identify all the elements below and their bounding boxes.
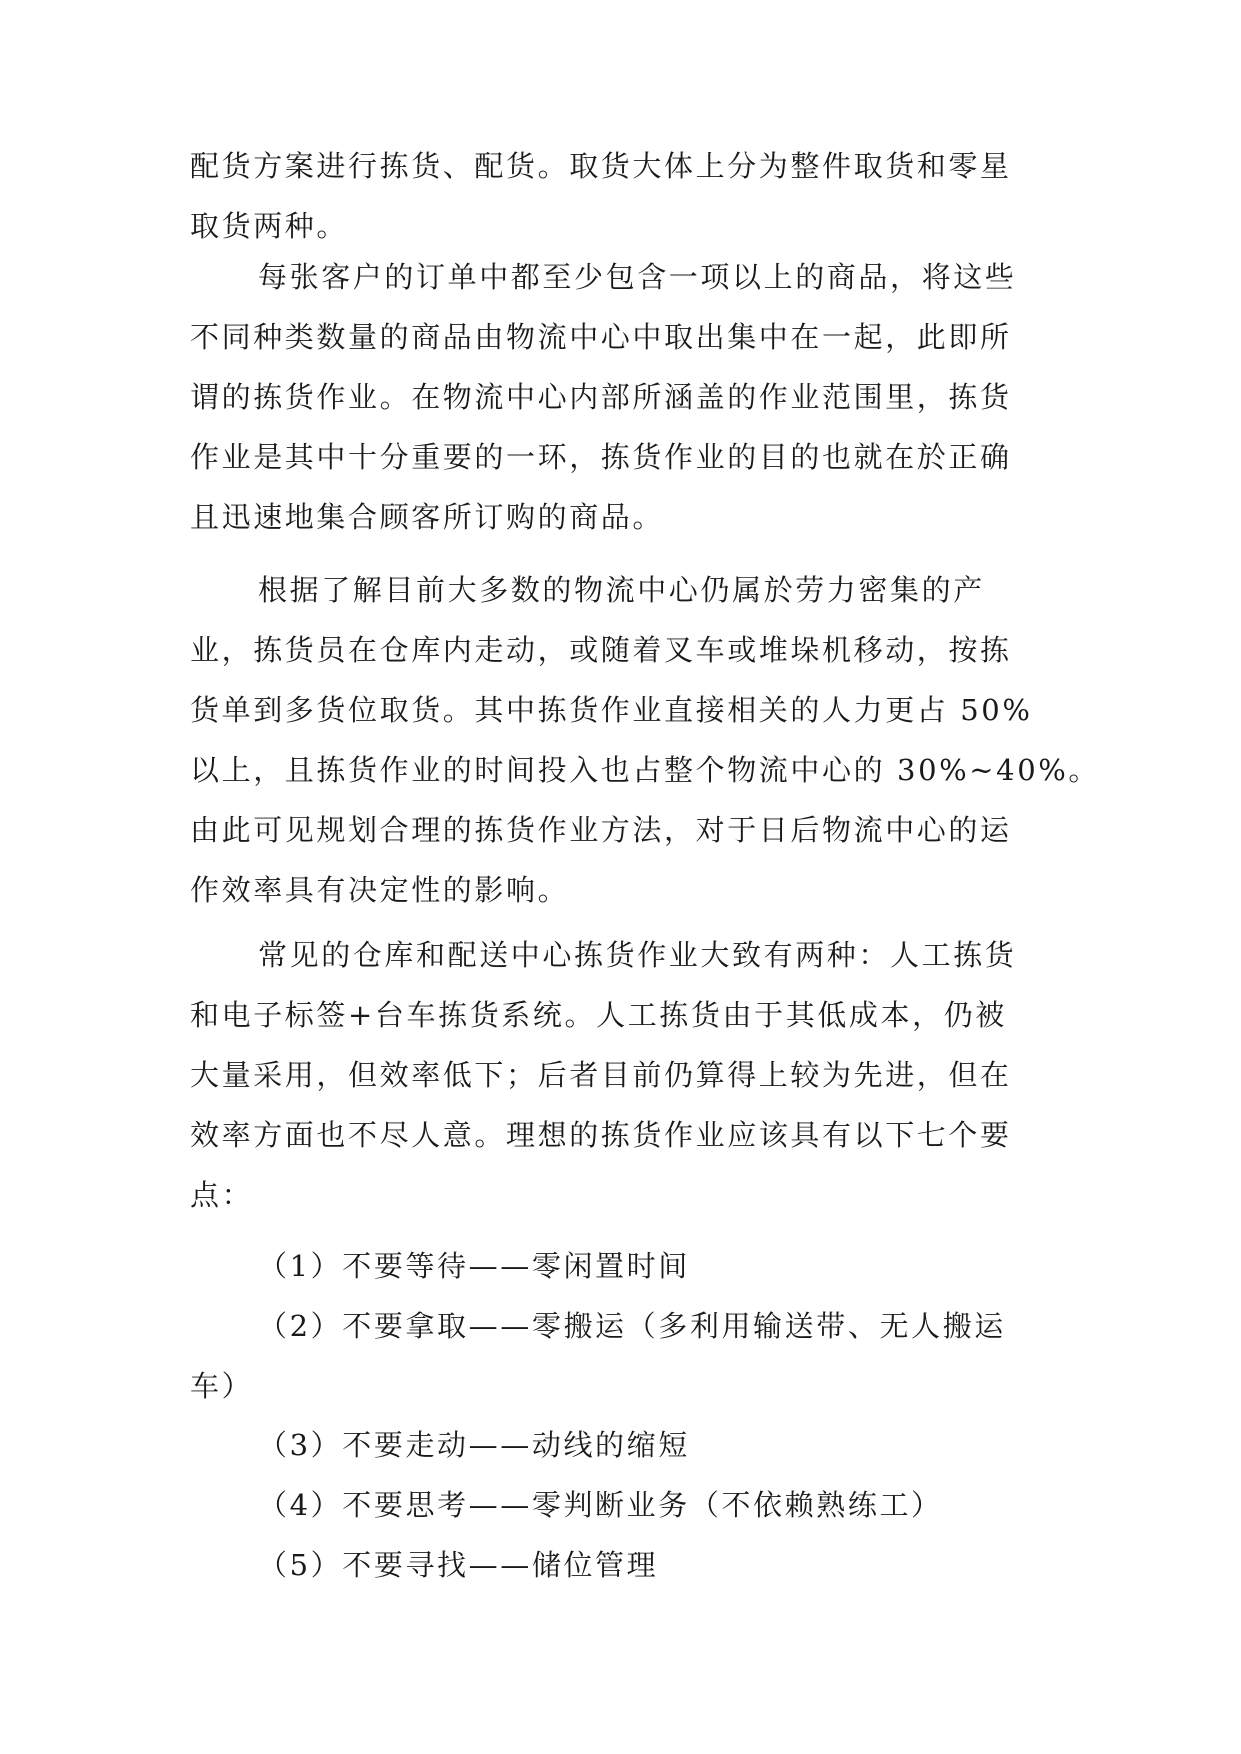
text-line: 和电子标签+台车拣货系统。人工拣货由于其低成本，仍被 [190, 998, 1007, 1032]
list-item-2 [190, 1296, 1052, 1416]
list-item-3 [190, 1415, 1052, 1475]
paragraph-3 [190, 560, 1101, 920]
text-line: 谓的拣货作业。在物流中心内部所涵盖的作业范围里，拣货 [190, 380, 1012, 414]
text-line: 且迅速地集合顾客所订购的商品。 [190, 500, 665, 534]
list-item-5 [190, 1535, 1052, 1595]
text-line: 点： [190, 1178, 254, 1212]
text-line: 大量采用，但效率低下；后者目前仍算得上较为先进，但在 [190, 1058, 1012, 1092]
paragraph-1 [190, 136, 1052, 256]
text-line: 作效率具有决定性的影响。 [190, 873, 570, 907]
text-line: 以上，且拣货作业的时间投入也占整个物流中心的 30%~40%。 [190, 753, 1101, 787]
list-item-4 [190, 1475, 1052, 1535]
text-line: 常见的仓库和配送中心拣货作业大致有两种：人工拣货 [258, 938, 1017, 972]
text-line: （5）不要寻找——储位管理 [258, 1548, 659, 1582]
text-line: 货单到多货位取货。其中拣货作业直接相关的人力更占 50% [190, 693, 1033, 727]
text-line: 取货两种。 [190, 209, 349, 243]
text-line: 配货方案进行拣货、配货。取货大体上分为整件取货和零星 [190, 149, 1012, 183]
paragraph-2 [190, 247, 1052, 547]
text-line: （1）不要等待——零闲置时间 [258, 1249, 690, 1283]
text-line: 车） [190, 1369, 254, 1403]
text-line: 不同种类数量的商品由物流中心中取出集中在一起，此即所 [190, 320, 1012, 354]
text-line: （4）不要思考——零判断业务（不依赖熟练工） [258, 1488, 943, 1522]
paragraph-4 [190, 925, 1052, 1225]
text-line: 由此可见规划合理的拣货作业方法，对于日后物流中心的运 [190, 813, 1012, 847]
text-line: （3）不要走动——动线的缩短 [258, 1428, 690, 1462]
list-item-1 [190, 1236, 1052, 1296]
text-line: 业，拣货员在仓库内走动，或随着叉车或堆垛机移动，按拣 [190, 633, 1012, 667]
text-line: 每张客户的订单中都至少包含一项以上的商品，将这些 [258, 260, 1017, 294]
text-line: 效率方面也不尽人意。理想的拣货作业应该具有以下七个要 [190, 1118, 1012, 1152]
text-line: 根据了解目前大多数的物流中心仍属於劳力密集的产 [258, 573, 985, 607]
text-line: （2）不要拿取——零搬运（多利用输送带、无人搬运 [258, 1309, 1006, 1343]
text-line: 作业是其中十分重要的一环，拣货作业的目的也就在於正确 [190, 440, 1012, 474]
